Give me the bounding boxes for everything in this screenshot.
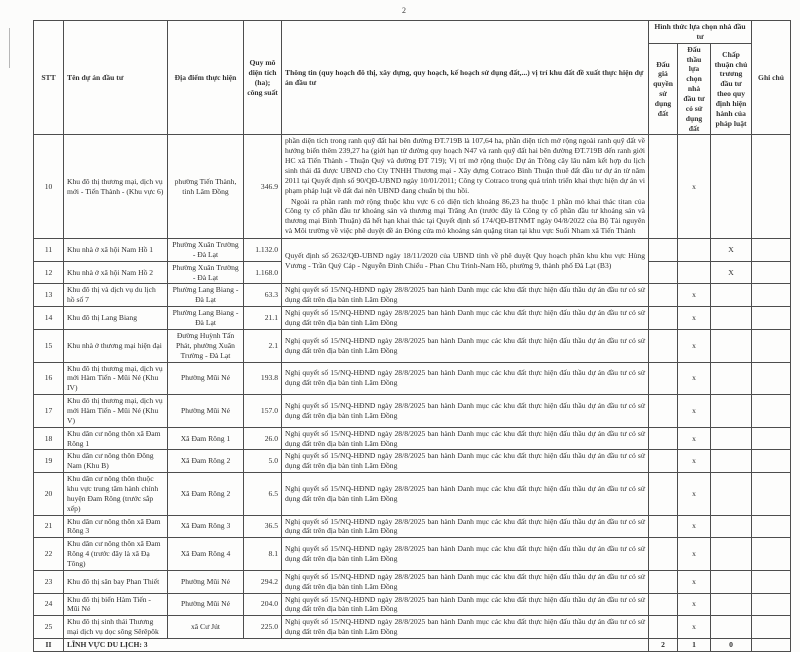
cell-auction-mark bbox=[649, 538, 678, 571]
cell-location: Phường Xuân Trường - Đà Lạt bbox=[168, 239, 244, 262]
col-header-investor-selection-group: Hình thức lựa chọn nhà đầu tư bbox=[649, 21, 752, 44]
cell-auction-mark bbox=[649, 284, 678, 307]
cell-approval-mark: X bbox=[711, 239, 752, 262]
cell-auction-mark bbox=[649, 473, 678, 515]
cell-approval-mark bbox=[711, 515, 752, 538]
cell-location: Phường Mũi Né bbox=[168, 593, 244, 616]
cell-note bbox=[752, 284, 791, 307]
summary-row bbox=[34, 638, 791, 651]
cell-stt: 14 bbox=[34, 307, 64, 330]
cell-note bbox=[752, 450, 791, 473]
cell-approval-mark bbox=[711, 616, 752, 639]
cell-stt: 22 bbox=[34, 538, 64, 571]
cell-approval-mark bbox=[711, 473, 752, 515]
cell-bidding-mark: x bbox=[678, 427, 711, 450]
cell-info: Quyết định số 2632/QĐ-UBND ngày 18/11/2020 của UBND tỉnh về phê duyệt Quy hoạch phân khu khu vực Hùng Vương - Trần Quý Cáp - Nguyễn Đình Chiểu - Phan Chu Trinh-Nam Hồ, phường 9, thành phố Đà Lạt (B3) bbox=[282, 239, 649, 284]
cell-project-name: Khu đô thị và dịch vụ du lịch hồ số 7 bbox=[64, 284, 168, 307]
cell-info: Nghị quyết số 15/NQ-HĐND ngày 28/8/2025 ban hành Danh mục các khu đất thực hiện đấu thầu dự án đầu tư có sử dụng đất trên địa bàn tỉnh Lâm Đồng bbox=[282, 329, 649, 362]
cell-note bbox=[752, 261, 791, 284]
cell-info: Nghị quyết số 15/NQ-HĐND ngày 28/8/2025 ban hành Danh mục các khu đất thực hiện đấu thầu dự án đầu tư có sử dụng đất trên địa bàn tỉnh Lâm Đồng bbox=[282, 616, 649, 639]
cell-auction-mark bbox=[649, 515, 678, 538]
cell-project-name: Khu đô thị thương mại, dịch vụ mới Hàm Tiến - Mũi Né (Khu IV) bbox=[64, 362, 168, 395]
cell-stt: 15 bbox=[34, 329, 64, 362]
projects-table bbox=[33, 20, 791, 652]
cell-location: Phường Mũi Né bbox=[168, 395, 244, 428]
cell-bidding-mark: x bbox=[678, 329, 711, 362]
cell-area: 157.0 bbox=[244, 395, 282, 428]
cell-auction-mark bbox=[649, 239, 678, 262]
cell-project-name: Khu dân cư nông thôn thuộc khu vực trung tâm hành chính huyện Đam Rông (trước sắp xếp) bbox=[64, 473, 168, 515]
cell-info: Nghị quyết số 15/NQ-HĐND ngày 28/8/2025 ban hành Danh mục các khu đất thực hiện đấu thầu dự án đầu tư có sử dụng đất trên địa bàn tỉnh Lâm Đồng bbox=[282, 593, 649, 616]
table-row bbox=[34, 427, 791, 450]
cell-bidding-mark: x bbox=[678, 284, 711, 307]
cell-project-name: Khu dân cư nông thôn xã Đam Rông 4 (trước đây là xã Đạ Tông) bbox=[64, 538, 168, 571]
cell-approval-mark bbox=[711, 135, 752, 239]
cell-note bbox=[752, 239, 791, 262]
cell-auction-total: 2 bbox=[649, 638, 678, 651]
cell-stt: 18 bbox=[34, 427, 64, 450]
cell-info: Nghị quyết số 15/NQ-HĐND ngày 28/8/2025 ban hành Danh mục các khu đất thực hiện đấu thầu dự án đầu tư có sử dụng đất trên địa bàn tỉnh Lâm Đồng bbox=[282, 427, 649, 450]
cell-info: Nghị quyết số 15/NQ-HĐND ngày 28/8/2025 ban hành Danh mục các khu đất thực hiện đấu thầu dự án đầu tư có sử dụng đất trên địa bàn tỉnh Lâm Đồng bbox=[282, 284, 649, 307]
cell-auction-mark bbox=[649, 135, 678, 239]
cell-info bbox=[282, 135, 649, 239]
cell-approval-mark bbox=[711, 307, 752, 330]
cell-auction-mark bbox=[649, 570, 678, 593]
cell-stt: 11 bbox=[34, 239, 64, 262]
cell-bidding-mark: x bbox=[678, 593, 711, 616]
cell-location: Xã Đam Rông 2 bbox=[168, 473, 244, 515]
cell-project-name: Khu đô thị Lang Biang bbox=[64, 307, 168, 330]
cell-info: Nghị quyết số 15/NQ-HĐND ngày 28/8/2025 ban hành Danh mục các khu đất thực hiện đấu thầu dự án đầu tư có sử dụng đất trên địa bàn tỉnh Lâm Đồng bbox=[282, 307, 649, 330]
cell-location: Phường Xuân Trường - Đà Lạt bbox=[168, 261, 244, 284]
cell-stt: II bbox=[34, 638, 64, 651]
cell-area: 225.0 bbox=[244, 616, 282, 639]
cell-approval-mark bbox=[711, 362, 752, 395]
cell-stt: 25 bbox=[34, 616, 64, 639]
cell-location: Xã Đam Rông 3 bbox=[168, 515, 244, 538]
page-number: 2 bbox=[402, 6, 406, 15]
info-paragraph-2: Ngoài ra phần ranh mở rộng thuộc khu vực 6 có diện tích khoảng 86,23 ha thuộc 1 phần mỏ khai thác titan của Công ty cổ phần đầu tư khoáng sản và thương mại Trăng An (trước đây là Công ty cổ phần đầu tư khoáng sản và thương mại Bình Thuận) đã hết hạn khai thác tại Quyết định số 174/QĐ-BTNMT ngày 04/8/2022 của Bộ Tài nguyên và Môi trường về việc phê duyệt đề án Đóng cửa mỏ khoáng sản quặng titan tại khu vực Suối Nham xã Tiến Thành bbox=[285, 196, 645, 236]
cell-area: 1.168.0 bbox=[244, 261, 282, 284]
cell-stt: 19 bbox=[34, 450, 64, 473]
summary-label: LĨNH VỰC DU LỊCH: 3 bbox=[64, 638, 649, 651]
cell-bidding-mark: x bbox=[678, 538, 711, 571]
cell-project-name: Khu dân cư nông thôn xã Đam Rông 1 bbox=[64, 427, 168, 450]
scan-margin-line bbox=[9, 28, 10, 68]
col-header-land-auction: Đấu giá quyền sử dụng đất bbox=[649, 43, 678, 135]
cell-approval-mark: X bbox=[711, 261, 752, 284]
table-row bbox=[34, 395, 791, 428]
cell-info: Nghị quyết số 15/NQ-HĐND ngày 28/8/2025 ban hành Danh mục các khu đất thực hiện đấu thầu dự án đầu tư có sử dụng đất trên địa bàn tỉnh Lâm Đồng bbox=[282, 538, 649, 571]
cell-location: Xã Đam Rông 1 bbox=[168, 427, 244, 450]
cell-note bbox=[752, 329, 791, 362]
cell-area: 21.1 bbox=[244, 307, 282, 330]
cell-project-name: Khu dân cư nông thôn xã Đam Rông 3 bbox=[64, 515, 168, 538]
cell-area: 204.0 bbox=[244, 593, 282, 616]
table-row bbox=[34, 362, 791, 395]
cell-approval-mark bbox=[711, 284, 752, 307]
cell-location: Phường Mũi Né bbox=[168, 362, 244, 395]
cell-area: 36.5 bbox=[244, 515, 282, 538]
cell-note bbox=[752, 135, 791, 239]
cell-bidding-mark: x bbox=[678, 362, 711, 395]
table-row bbox=[34, 593, 791, 616]
cell-location: Phường Lang Biang - Đà Lạt bbox=[168, 307, 244, 330]
cell-stt: 20 bbox=[34, 473, 64, 515]
col-header-investor-bidding: Đấu thầu lựa chọn nhà đầu tư có sử dụng đất bbox=[678, 43, 711, 135]
cell-stt: 23 bbox=[34, 570, 64, 593]
cell-bidding-mark: x bbox=[678, 307, 711, 330]
cell-location: phường Tiến Thành, tỉnh Lâm Đồng bbox=[168, 135, 244, 239]
cell-project-name: Khu đô thị sinh thái Thương mại dịch vụ dọc sông Sêrêpôk bbox=[64, 616, 168, 639]
cell-location: Đường Huỳnh Tấn Phát, phường Xuân Trường - Đà Lạt bbox=[168, 329, 244, 362]
cell-auction-mark bbox=[649, 616, 678, 639]
cell-project-name: Khu đô thị biển Hàm Tiến - Mũi Né bbox=[64, 593, 168, 616]
col-header-stt: STT bbox=[34, 21, 64, 135]
cell-info: Nghị quyết số 15/NQ-HĐND ngày 28/8/2025 ban hành Danh mục các khu đất thực hiện đấu thầu dự án đầu tư có sử dụng đất trên địa bàn tỉnh Lâm Đồng bbox=[282, 395, 649, 428]
cell-stt: 16 bbox=[34, 362, 64, 395]
cell-auction-mark bbox=[649, 307, 678, 330]
cell-auction-mark bbox=[649, 593, 678, 616]
cell-stt: 17 bbox=[34, 395, 64, 428]
cell-location: Xã Đam Rông 2 bbox=[168, 450, 244, 473]
info-paragraph-1: phần diện tích trong ranh quỹ đất hai bên đường ĐT.719B là 107,64 ha, phần diện tích mở rộng ngoài ranh quỹ đất về hướng biển thêm 239,27 ha (giới hạn từ đường quy hoạch N47 và ranh quỹ đất hai bên đường ĐT.719B đến ranh giới HC xã Tiến Thành - Thuận Quý và đường ĐT 719); Vị trí mở rộng thuộc Dự án Trồng cây lâu năm kết hợp du lịch sinh thái đã được UBND cho Cty TNHH Thương mại - Xây dựng Cotraco Bình Thuận thuê đất đầu tư dự án từ năm 2011 tại Quyết định số 90/QĐ-UBND ngày 10/01/2011; Công ty Cotraco trong quá trình triển khai thực hiện dự án vi phạm pháp luật về đất đai nên UBND đang chuẩn bị thu hồi. bbox=[285, 136, 645, 195]
cell-note bbox=[752, 638, 791, 651]
cell-auction-mark bbox=[649, 261, 678, 284]
cell-note bbox=[752, 395, 791, 428]
cell-info: Nghị quyết số 15/NQ-HĐND ngày 28/8/2025 ban hành Danh mục các khu đất thực hiện đấu thầu dự án đầu tư có sử dụng đất trên địa bàn tỉnh Lâm Đồng bbox=[282, 362, 649, 395]
col-header-info: Thông tin (quy hoạch đô thị, xây dựng, quy hoạch, kế hoạch sử dụng đất,...) vị trí khu đất đề xuất thực hiện dự án đầu tư bbox=[282, 21, 649, 135]
cell-location: Xã Đam Rông 4 bbox=[168, 538, 244, 571]
cell-area: 63.3 bbox=[244, 284, 282, 307]
cell-note bbox=[752, 538, 791, 571]
table-row bbox=[34, 515, 791, 538]
cell-project-name: Khu nhà ở thương mại hiện đại bbox=[64, 329, 168, 362]
col-header-policy-approval: Chấp thuận chủ trương đầu tư theo quy định hiện hành của pháp luật bbox=[711, 43, 752, 135]
cell-note bbox=[752, 427, 791, 450]
cell-area: 193.8 bbox=[244, 362, 282, 395]
cell-info: Nghị quyết số 15/NQ-HĐND ngày 28/8/2025 ban hành Danh mục các khu đất thực hiện đấu thầu dự án đầu tư có sử dụng đất trên địa bàn tỉnh Lâm Đồng bbox=[282, 515, 649, 538]
cell-area: 5.0 bbox=[244, 450, 282, 473]
cell-location: Phường Lang Biang - Đà Lạt bbox=[168, 284, 244, 307]
cell-bidding-mark: x bbox=[678, 616, 711, 639]
cell-project-name: Khu đô thị thương mại, dịch vụ mới Hàm Tiến - Mũi Né (Khu V) bbox=[64, 395, 168, 428]
cell-approval-mark bbox=[711, 450, 752, 473]
cell-project-name: Khu đô thị sân bay Phan Thiết bbox=[64, 570, 168, 593]
cell-project-name: Khu nhà ở xã hội Nam Hồ 1 bbox=[64, 239, 168, 262]
table-row bbox=[34, 570, 791, 593]
cell-note bbox=[752, 593, 791, 616]
table-row bbox=[34, 307, 791, 330]
cell-note bbox=[752, 473, 791, 515]
cell-approval-mark bbox=[711, 538, 752, 571]
cell-note bbox=[752, 362, 791, 395]
cell-approval-total: 0 bbox=[711, 638, 752, 651]
cell-auction-mark bbox=[649, 450, 678, 473]
cell-note bbox=[752, 515, 791, 538]
cell-auction-mark bbox=[649, 362, 678, 395]
table-row bbox=[34, 538, 791, 571]
cell-area: 26.0 bbox=[244, 427, 282, 450]
table-row bbox=[34, 239, 791, 262]
cell-bidding-mark: x bbox=[678, 515, 711, 538]
cell-bidding-mark: x bbox=[678, 395, 711, 428]
cell-bidding-mark bbox=[678, 239, 711, 262]
cell-area: 294.2 bbox=[244, 570, 282, 593]
cell-bidding-mark: x bbox=[678, 473, 711, 515]
col-header-project-name: Tên dự án đầu tư bbox=[64, 21, 168, 135]
cell-info: Nghị quyết số 15/NQ-HĐND ngày 28/8/2025 ban hành Danh mục các khu đất thực hiện đấu thầu dự án đầu tư có sử dụng đất trên địa bàn tỉnh Lâm Đồng bbox=[282, 450, 649, 473]
cell-stt: 24 bbox=[34, 593, 64, 616]
cell-bidding-mark: x bbox=[678, 570, 711, 593]
table-row bbox=[34, 329, 791, 362]
cell-info: Nghị quyết số 15/NQ-HĐND ngày 28/8/2025 ban hành Danh mục các khu đất thực hiện đấu thầu dự án đầu tư có sử dụng đất trên địa bàn tỉnh Lâm Đồng bbox=[282, 570, 649, 593]
table-row bbox=[34, 284, 791, 307]
cell-stt: 13 bbox=[34, 284, 64, 307]
cell-stt: 12 bbox=[34, 261, 64, 284]
cell-project-name: Khu đô thị thương mại, dịch vụ mới - Tiến Thành - (Khu vực 6) bbox=[64, 135, 168, 239]
table-row bbox=[34, 450, 791, 473]
cell-auction-mark bbox=[649, 329, 678, 362]
col-header-location: Địa điểm thực hiện bbox=[168, 21, 244, 135]
cell-area: 1.132.0 bbox=[244, 239, 282, 262]
cell-auction-mark bbox=[649, 395, 678, 428]
cell-area: 2.1 bbox=[244, 329, 282, 362]
cell-bidding-mark bbox=[678, 261, 711, 284]
cell-info: Nghị quyết số 15/NQ-HĐND ngày 28/8/2025 ban hành Danh mục các khu đất thực hiện đấu thầu dự án đầu tư có sử dụng đất trên địa bàn tỉnh Lâm Đồng bbox=[282, 473, 649, 515]
cell-approval-mark bbox=[711, 570, 752, 593]
cell-project-name: Khu nhà ở xã hội Nam Hồ 2 bbox=[64, 261, 168, 284]
col-header-area: Quy mô diện tích (ha); công suất bbox=[244, 21, 282, 135]
cell-area: 8.1 bbox=[244, 538, 282, 571]
cell-project-name: Khu dân cư nông thôn Đông Nam (Khu B) bbox=[64, 450, 168, 473]
cell-approval-mark bbox=[711, 427, 752, 450]
cell-bidding-mark: x bbox=[678, 450, 711, 473]
table-row bbox=[34, 135, 791, 239]
header-row-group bbox=[34, 21, 791, 44]
table-row bbox=[34, 473, 791, 515]
cell-stt: 21 bbox=[34, 515, 64, 538]
cell-area: 6.5 bbox=[244, 473, 282, 515]
cell-note bbox=[752, 307, 791, 330]
cell-location: xã Cư Jút bbox=[168, 616, 244, 639]
cell-note bbox=[752, 570, 791, 593]
cell-approval-mark bbox=[711, 329, 752, 362]
cell-location: Phường Mũi Né bbox=[168, 570, 244, 593]
col-header-note: Ghi chú bbox=[752, 21, 791, 135]
cell-auction-mark bbox=[649, 427, 678, 450]
cell-note bbox=[752, 616, 791, 639]
cell-bidding-mark: x bbox=[678, 135, 711, 239]
cell-area: 346.9 bbox=[244, 135, 282, 239]
cell-approval-mark bbox=[711, 593, 752, 616]
cell-bidding-total: 1 bbox=[678, 638, 711, 651]
table-row bbox=[34, 616, 791, 639]
cell-stt: 10 bbox=[34, 135, 64, 239]
cell-approval-mark bbox=[711, 395, 752, 428]
